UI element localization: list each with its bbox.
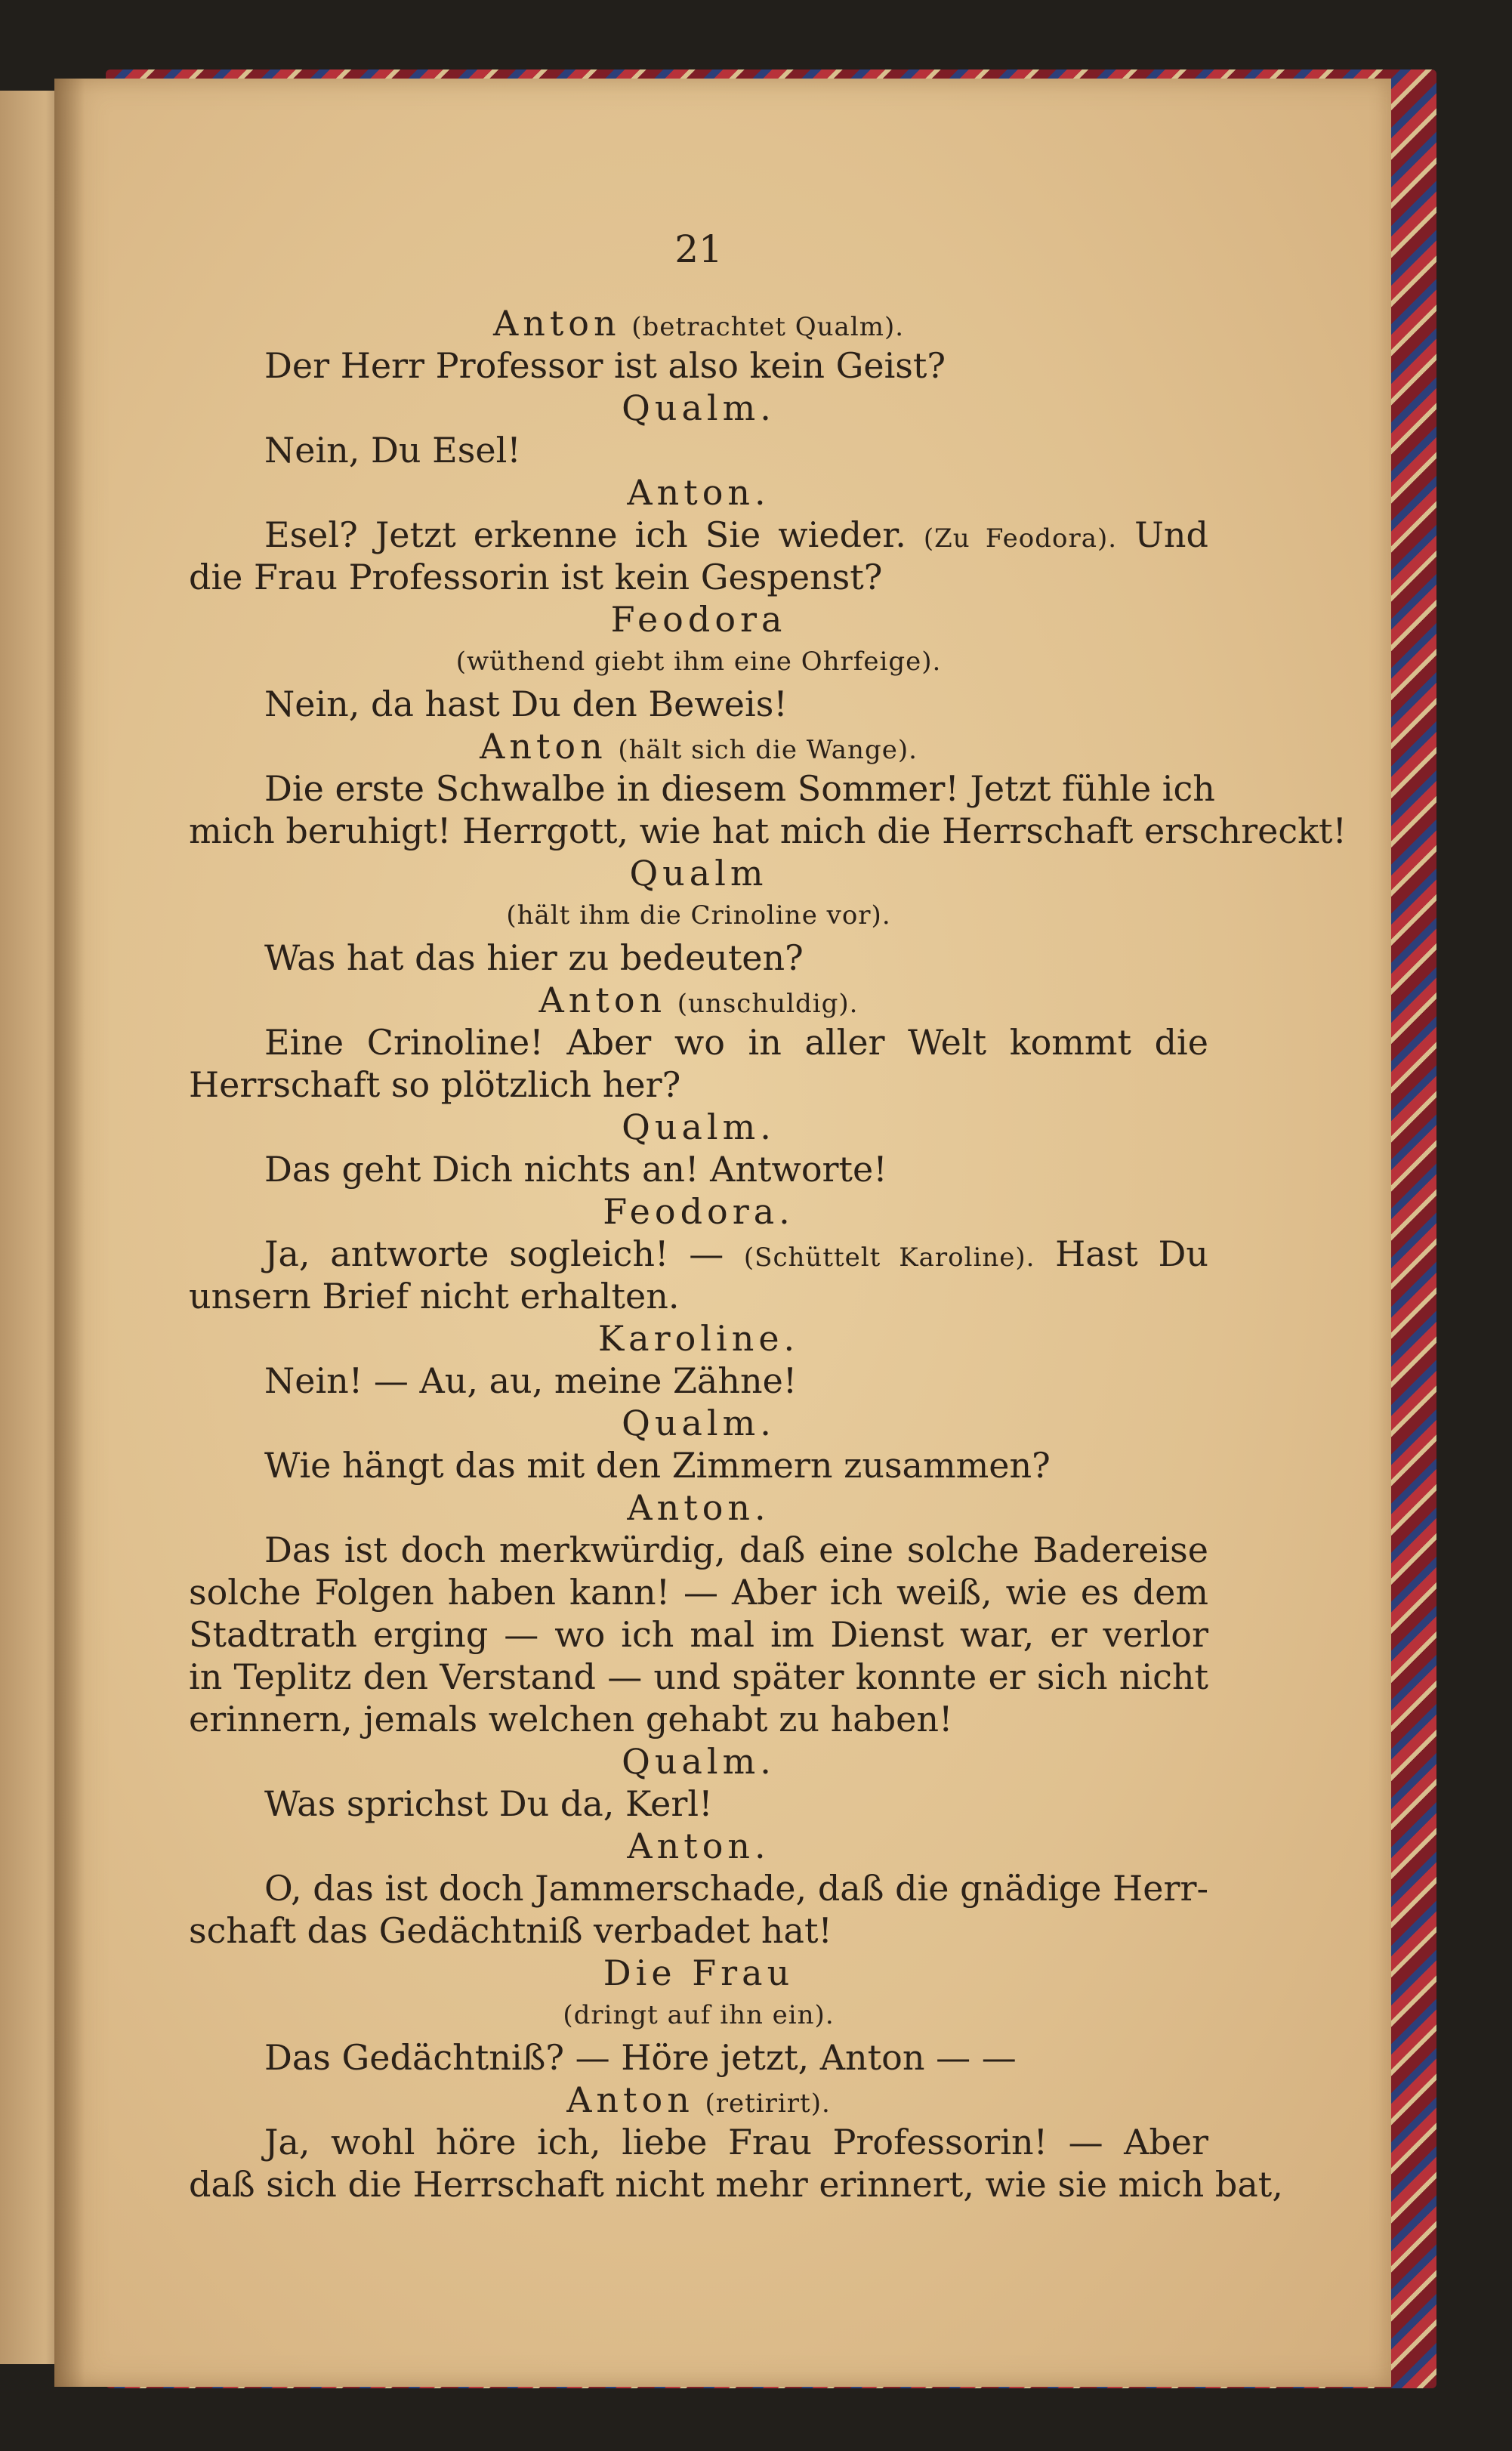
page-number: 21 (674, 227, 723, 271)
stage-direction: (Zu Feodora). (923, 523, 1118, 554)
speaker-line (189, 979, 1208, 1021)
speaker-name: Qualm (629, 853, 768, 894)
dialogue-line: O, das ist doch Jammerschade, daß die gnädige Herr- (264, 1868, 1208, 1909)
dialogue-line: Wie hängt das mit den Zimmern zusammen? (264, 1445, 1051, 1486)
stage-direction: (wüthend giebt ihm eine Ohrfeige). (455, 647, 942, 677)
speaker-line (189, 302, 1208, 344)
dialogue-line (189, 514, 1208, 556)
speaker-name: Anton (566, 2079, 694, 2120)
speaker-name: Qualm. (622, 1741, 776, 1782)
speaker-line (189, 725, 1208, 767)
dialogue-line: Das geht Dich nichts an! Antworte! (264, 1149, 887, 1190)
dialogue-line (189, 1233, 1208, 1275)
dialogue-line: Die erste Schwalbe in diesem Sommer! Jetzt fühle ich (264, 768, 1215, 809)
dialogue-line: Der Herr Professor ist also kein Geist? (264, 345, 946, 386)
stage-direction: (dringt auf ihn ein). (563, 2000, 835, 2030)
dialogue-line: mich beruhigt! Herrgott, wie hat mich die Herrschaft erschreckt! (189, 810, 1347, 851)
speaker-name: Feodora (610, 599, 787, 640)
dialogue-line: Das Gedächtniß? — Höre jetzt, Anton — — (264, 2037, 1017, 2078)
page-gutter-shadow (54, 79, 85, 2387)
dialogue-text: Ja, antworte sogleich! — (264, 1233, 724, 1274)
stage-direction: (unschuldig). (677, 989, 859, 1019)
stage-direction: (betrachtet Qualm). (631, 312, 905, 342)
stage-direction: (retirirt). (705, 2088, 831, 2119)
speaker-name: Anton (480, 726, 607, 767)
stage-direction: (hält sich die Wange). (618, 735, 918, 765)
dialogue-line: Das ist doch merkwürdig, daß eine solche Badereise (264, 1530, 1208, 1570)
stage-direction: (hält ihm die Crinoline vor). (506, 900, 891, 931)
dialogue-line: solche Folgen haben kann! — Aber ich weiß, wie es dem (189, 1572, 1208, 1613)
dialogue-text: Und (1134, 514, 1208, 555)
dialogue-line: Herrschaft so plötzlich her? (189, 1064, 681, 1105)
speaker-name: Anton. (627, 1487, 770, 1528)
dialogue-line: unsern Brief nicht erhalten. (189, 1276, 680, 1317)
speaker-name: Feodora. (603, 1191, 795, 1232)
dialogue-line: Eine Crinoline! Aber wo in aller Welt kommt die (264, 1022, 1208, 1063)
dialogue-line: Nein, da hast Du den Beweis! (264, 684, 788, 724)
dialogue-line: die Frau Professorin ist kein Gespenst? (189, 557, 883, 597)
speaker-name: Qualm. (622, 1107, 776, 1147)
speaker-line (189, 2079, 1208, 2121)
dialogue-line: Ja, wohl höre ich, liebe Frau Professorin! — Aber (264, 2122, 1208, 2162)
dialogue-line: Stadtrath erging — wo ich mal im Dienst war, er verlor (189, 1614, 1208, 1655)
speaker-name: Die Frau (603, 1952, 795, 1993)
speaker-name: Anton. (627, 1826, 770, 1866)
dialogue-text: Esel? Jetzt erkenne ich Sie wieder. (264, 514, 906, 555)
dialogue-line: Nein! — Au, au, meine Zähne! (264, 1360, 798, 1401)
stage-direction: (Schüttelt Karoline). (743, 1242, 1035, 1273)
page-text (189, 219, 1347, 2206)
speaker-name: Anton. (627, 472, 770, 513)
dialogue-line: daß sich die Herrschaft nicht mehr erinnert, wie sie mich bat, (189, 2164, 1283, 2205)
speaker-name: Qualm. (622, 387, 776, 428)
dialogue-line: Was sprichst Du da, Kerl! (264, 1783, 713, 1824)
dialogue-line: schaft das Gedächtniß verbadet hat! (189, 1910, 832, 1951)
dialogue-line: Nein, Du Esel! (264, 430, 521, 471)
dialogue-line: erinnern, jemals welchen gehabt zu haben! (189, 1699, 953, 1739)
speaker-name: Anton (492, 303, 621, 344)
speaker-name: Anton (538, 980, 667, 1020)
speaker-name: Karoline. (597, 1318, 800, 1359)
dialogue-line: Was hat das hier zu bedeuten? (264, 937, 804, 978)
speaker-name: Qualm. (622, 1403, 776, 1443)
dialogue-text: Hast Du (1055, 1233, 1209, 1274)
dialogue-line: in Teplitz den Verstand — und später konnte er sich nicht (189, 1656, 1208, 1697)
